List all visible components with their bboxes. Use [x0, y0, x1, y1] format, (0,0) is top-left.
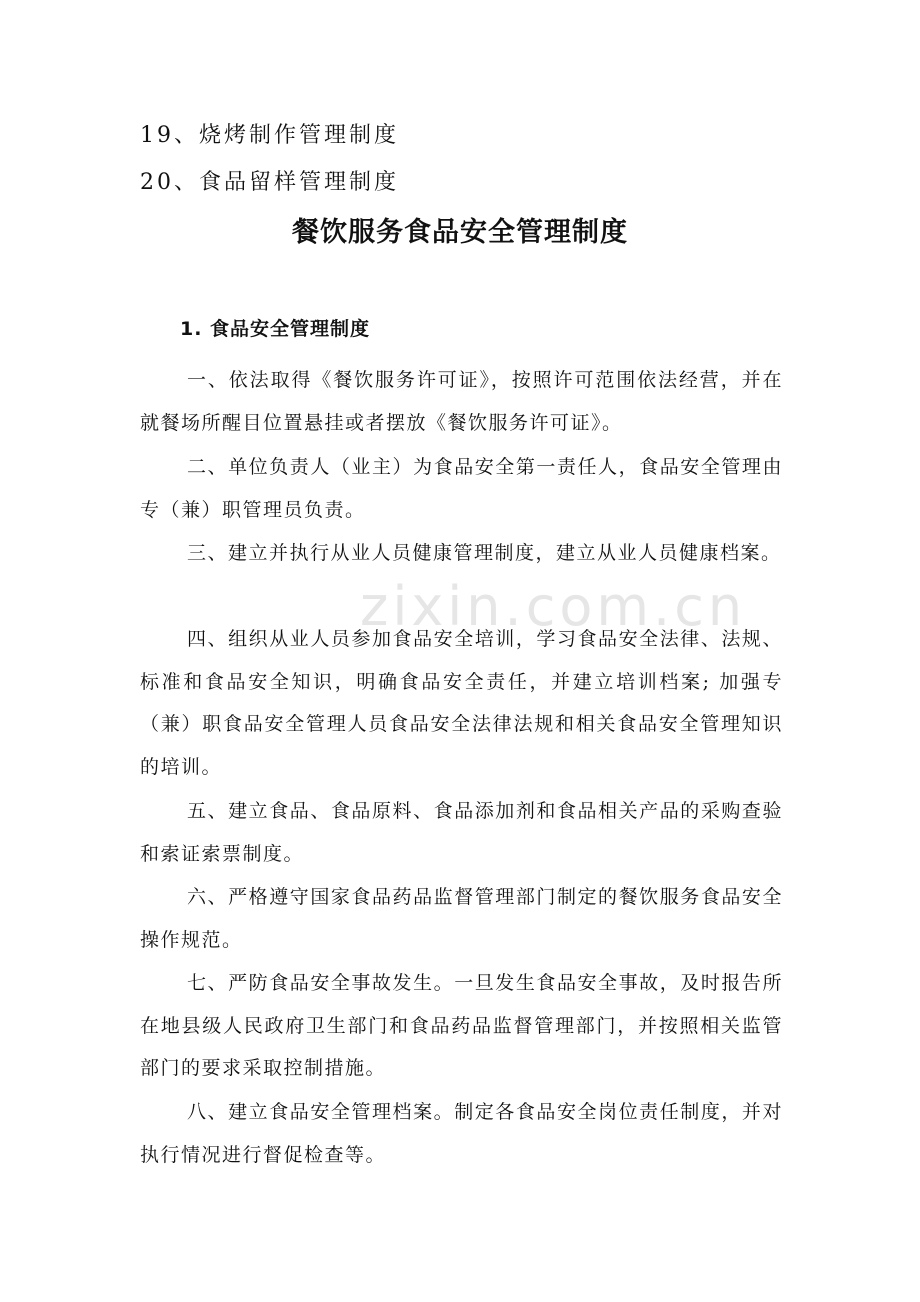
paragraph-6: 六、严格遵守国家食品药品监督管理部门制定的餐饮服务食品安全操作规范。	[140, 886, 783, 951]
paragraph-2: 二、单位负责人（业主）为食品安全第一责任人，食品安全管理由专（兼）职管理员负责。	[140, 456, 783, 521]
paragraph-5: 五、建立食品、食品原料、食品添加剂和食品相关产品的采购查验和索证索票制度。	[140, 800, 783, 865]
list-item-20: 20、食品留样管理制度	[140, 170, 399, 195]
list-item-19: 19、烧烤制作管理制度	[140, 123, 399, 148]
paragraph-7: 七、严防食品安全事故发生。一旦发生食品安全事故，及时报告所在地县级人民政府卫生部门和食品药品监督管理部门，并按照相关监管部门的要求采取控制措施。	[140, 972, 783, 1079]
section-heading: 1. 食品安全管理制度	[180, 318, 371, 340]
paragraph-1: 一、依法取得《餐饮服务许可证》，按照许可范围依法经营，并在就餐场所醒目位置悬挂或者摆放《餐饮服务许可证》。	[140, 369, 783, 434]
document-title: 餐饮服务食品安全管理制度	[292, 217, 628, 248]
paragraph-3: 三、建立并执行从业人员健康管理制度，建立从业人员健康档案。	[187, 542, 782, 564]
paragraph-4: 四、组织从业人员参加食品安全培训，学习食品安全法律、法规、标准和食品安全知识，明确食品安全责任，并建立培训档案; 加强专（兼）职食品安全管理人员食品安全法律法规和相关食品安全管理知识的培训。	[140, 628, 783, 778]
paragraph-8: 八、建立食品安全管理档案。制定各食品安全岗位责任制度，并对执行情况进行督促检查等。	[140, 1101, 783, 1166]
watermark: zixin.com.cn	[360, 575, 747, 638]
